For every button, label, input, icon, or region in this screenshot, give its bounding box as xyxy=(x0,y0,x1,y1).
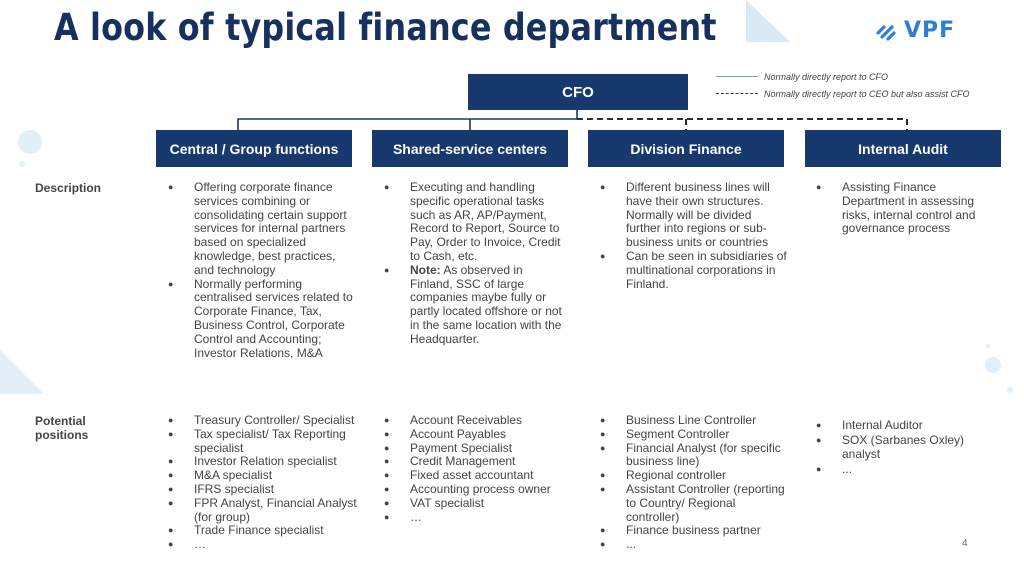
position-item: ● Trade Finance specialist xyxy=(168,524,358,538)
position-item: ● Account Receivables xyxy=(384,414,568,428)
note-label: Note: xyxy=(410,262,441,277)
connector-dashed xyxy=(577,119,907,130)
position-item: ● Credit Management xyxy=(384,455,568,469)
column-header-division-finance: Division Finance xyxy=(588,130,784,167)
position-item: ● Tax specialist/ Tax Reporting specialist xyxy=(168,428,358,456)
description-text: knowledge, best practices, and technology xyxy=(194,248,336,277)
logo-text: VPF xyxy=(904,18,956,43)
page-number: 4 xyxy=(962,538,968,549)
position-item: ● … xyxy=(384,511,568,525)
position-item: ● Segment Controller xyxy=(600,428,788,442)
position-item: ● ... xyxy=(816,462,994,477)
position-item: ● Regional controller xyxy=(600,469,788,483)
description-text: As observed in Finland, SSC of large companies maybe fully or partly located offshore or not in the same location with the Headquarter. xyxy=(410,262,562,346)
description-text: Assisting Finance Department in assessing risks, internal control and governance process xyxy=(842,180,976,236)
row-label-positions: Potential positions xyxy=(35,414,89,442)
description-text: Can be seen in subsidiaries of multinational corporations in Finland. xyxy=(626,248,787,291)
position-item: ● Account Payables xyxy=(384,428,568,442)
position-item: ● M&A specialist xyxy=(168,469,358,483)
description-text: Executing and handling specific operational tasks such as AR, AP/Payment, Record to Report, Source to Pay, Order to Invoice, Credit to Cash, etc. xyxy=(410,180,561,263)
position-item: ● VAT specialist xyxy=(384,497,568,511)
position-item: ● Financial Analyst (for specific business line) xyxy=(600,442,788,470)
cfo-box: CFO xyxy=(468,74,688,110)
description-item xyxy=(384,181,568,264)
position-item: ● Treasury Controller/ Specialist xyxy=(168,414,358,428)
positions-list-shared-service xyxy=(384,414,568,524)
position-item: ● … xyxy=(168,538,358,552)
row-label-description: Description xyxy=(35,181,102,195)
positions-list-division-finance xyxy=(600,414,788,552)
description-item xyxy=(600,181,788,250)
description-list-shared-service xyxy=(384,181,568,347)
column-header-internal-audit: Internal Audit xyxy=(805,130,1001,167)
position-item: ● SOX (Sarbanes Oxley) analyst xyxy=(816,433,994,462)
legend-solid-label: Normally directly report to CFO xyxy=(764,71,889,82)
position-item: ● Accounting process owner xyxy=(384,483,568,497)
positions-list-central xyxy=(168,414,358,552)
position-item: ● FPR Analyst, Financial Analyst (for group) xyxy=(168,497,358,525)
description-list-division-finance xyxy=(600,181,788,291)
description-item xyxy=(816,181,994,236)
description-item xyxy=(600,250,788,291)
position-item: ● Assistant Controller (reporting to Country/ Regional controller) xyxy=(600,483,788,524)
column-header-shared-service: Shared-service centers xyxy=(372,130,568,167)
description-list-central xyxy=(168,181,358,360)
description-text: Offering corporate finance services combining or consolidating certain support services for internal partners based on specialized xyxy=(194,180,347,250)
description-list-internal-audit xyxy=(816,181,994,236)
position-item: ● Finance business partner xyxy=(600,524,788,538)
description-item xyxy=(168,278,358,361)
position-item: ● Business Line Controller xyxy=(600,414,788,428)
position-item: ● Internal Auditor xyxy=(816,418,994,433)
column-header-central: Central / Group functions xyxy=(156,130,352,167)
description-text: Different business lines will have their own structures. Normally will be divided further into regions or sub-business units or countries xyxy=(626,180,770,250)
description-text: Normally performing centralised services related to Corporate Finance, Tax, Business Control, Corporate Control and Accounting; Investor Relations, M&A xyxy=(194,276,353,360)
description-item xyxy=(168,250,358,278)
legend-dashed-label: Normally directly report to CEO but also assist CFO xyxy=(764,88,970,99)
positions-list-internal-audit xyxy=(816,418,994,476)
connector-solid xyxy=(238,110,577,130)
position-item: ● Investor Relation specialist xyxy=(168,455,358,469)
position-item: ● IFRS specialist xyxy=(168,483,358,497)
position-item: ● ... xyxy=(600,538,788,552)
description-item xyxy=(168,181,358,250)
description-item xyxy=(384,264,568,347)
position-item: ● Payment Specialist xyxy=(384,442,568,456)
position-item: ● Fixed asset accountant xyxy=(384,469,568,483)
page-title: A look of typical finance department xyxy=(54,6,717,49)
